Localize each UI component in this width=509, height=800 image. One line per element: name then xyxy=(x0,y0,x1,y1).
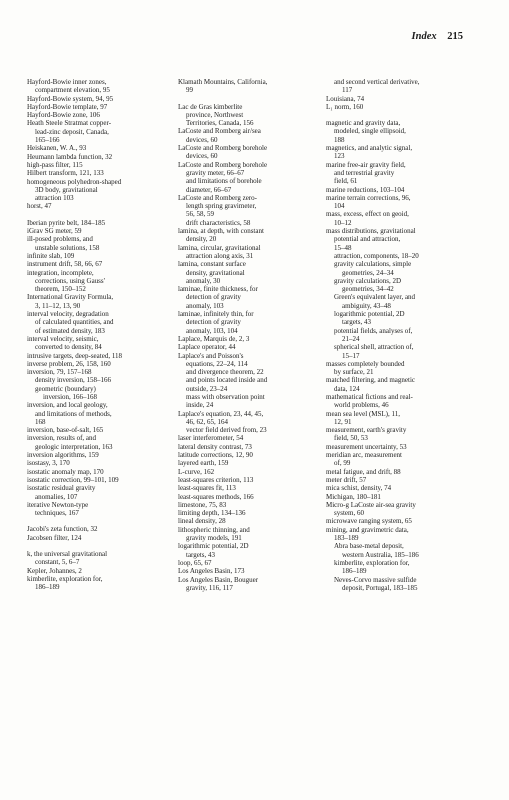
index-entry: Laplace, Marquis de, 2, 3 xyxy=(178,334,250,343)
index-subentry: detection of gravity xyxy=(186,318,241,327)
index-subentry: geometric (boundary) xyxy=(35,384,96,393)
index-subentry: density inversion, 158–166 xyxy=(35,376,112,385)
index-subentry: of estimated density, 183 xyxy=(35,326,105,335)
index-entry: isostatic anomaly map, 170 xyxy=(27,467,104,476)
index-subentry: 117 xyxy=(342,86,353,95)
index-entry: loop, 65, 67 xyxy=(178,558,212,567)
index-entry: Jacobsen filter, 124 xyxy=(27,533,82,542)
index-subentry: spherical shell, attraction of, xyxy=(334,343,414,352)
index-entry: meter drift, 57 xyxy=(326,475,367,484)
index-subentry: of calculated quantities, and xyxy=(35,318,114,327)
index-subentry: 168 xyxy=(35,417,46,426)
index-entry: iGrav SG meter, 59 xyxy=(27,227,82,236)
index-entry: interval velocity, degradation xyxy=(27,310,109,319)
index-entry: Hayford-Bowie inner zones, xyxy=(27,78,107,86)
index-subentry: converted to density, 84 xyxy=(35,343,102,352)
letter-group-gap xyxy=(178,95,318,103)
index-subentry: by surface, 21 xyxy=(334,368,374,377)
index-entry: Hilbert transform, 121, 133 xyxy=(27,169,104,178)
index-subentry: ambiguity, 43–48 xyxy=(342,301,391,310)
index-entry: least-squares criterion, 113 xyxy=(178,475,254,484)
index-entry: limiting depth, 134–136 xyxy=(178,509,246,518)
letter-group-gap xyxy=(27,211,167,219)
index-subentry: 10–12 xyxy=(334,218,352,227)
index-entry: inversion, base-of-salt, 165 xyxy=(27,426,104,435)
index-subentry: of, 99 xyxy=(334,459,351,468)
index-subentry: 188 xyxy=(334,135,345,144)
index-entry: lateral density contrast, 73 xyxy=(178,442,252,451)
index-subentry: compartment elevation, 95 xyxy=(35,86,110,95)
index-subentry: field, 61 xyxy=(334,177,358,186)
index-subentry: gravity models, 191 xyxy=(186,534,242,543)
index-entry: infinite slab, 109 xyxy=(27,251,75,260)
running-header xyxy=(412,31,463,42)
index-subentry: 3, 11–12, 13, 90 xyxy=(35,301,81,310)
index-entry: laminae, infinitely thin, for xyxy=(178,310,254,319)
index-entry: LaCoste and Romberg borehole xyxy=(178,144,268,153)
index-subentry: potential and attraction, xyxy=(334,235,401,244)
index-title: Index xyxy=(411,31,437,42)
index-entry: lamina, constant surface xyxy=(178,260,246,269)
index-entry: mica schist, density, 74 xyxy=(326,484,392,493)
index-subentry: mass with observation point xyxy=(186,392,265,401)
index-entry: Lac de Gras kimberlite xyxy=(178,102,243,111)
index-entry: horst, 47 xyxy=(27,202,52,211)
index-subentry: 104 xyxy=(334,202,345,211)
index-entry: interval velocity, seismic, xyxy=(27,334,99,343)
index-subentry: devices, 60 xyxy=(186,135,218,144)
index-entry: logarithmic potential, 2D xyxy=(178,542,249,551)
index-entry: Laplace's and Poisson's xyxy=(178,351,244,360)
index-entry: metal fatigue, and drift, 88 xyxy=(326,467,401,476)
index-subentry: geometries, 34–42 xyxy=(342,285,394,294)
index-subentry: inversion, 166–168 xyxy=(43,392,98,401)
index-entry: instrument drift, 58, 66, 67 xyxy=(27,260,103,269)
index-subentry: Green's equivalent layer, and xyxy=(334,293,416,302)
index-subentry: attraction along axis, 31 xyxy=(186,251,254,260)
index-subentry: field, 50, 53 xyxy=(334,434,368,443)
index-entry: L₁ norm, 160 xyxy=(326,102,364,111)
index-entry: lineal density, 28 xyxy=(178,517,226,526)
index-column-2 xyxy=(178,78,318,592)
index-entry: Louisiana, 74 xyxy=(326,94,365,103)
index-entry: latitude corrections, 12, 90 xyxy=(178,451,253,460)
index-subentry: density, 20 xyxy=(186,235,217,244)
index-entry: laminae, finite thickness, for xyxy=(178,285,258,294)
index-subentry: and terrestrial gravity xyxy=(334,168,395,177)
index-subentry: 99 xyxy=(186,86,193,95)
index-subentry: logarithmic potential, 2D xyxy=(334,310,405,319)
index-subentry: gravity calculations, simple xyxy=(334,260,412,269)
index-subentry: anomalies, 107 xyxy=(35,492,78,501)
index-entry: mean sea level (MSL), 11, xyxy=(326,409,400,418)
index-subentry: attraction, components, 18–20 xyxy=(334,251,419,260)
letter-group-gap xyxy=(27,542,167,550)
index-entry: k, the universal gravitational xyxy=(27,550,108,559)
index-entry: matched filtering, and magnetic xyxy=(326,376,416,385)
index-entry: Laplace's equation, 23, 44, 45, xyxy=(178,409,264,418)
index-entry: inversion, 79, 157–168 xyxy=(27,368,92,377)
index-entry: isostatic residual gravity xyxy=(27,484,96,493)
index-entry: Heiskanen, W. A., 93 xyxy=(27,144,87,153)
index-entry: limestone, 75, 83 xyxy=(178,500,227,509)
index-subentry: and limitations of borehole xyxy=(186,177,262,186)
index-entry: intrusive targets, deep-seated, 118 xyxy=(27,351,123,360)
index-entry: inversion, results of, and xyxy=(27,434,97,443)
index-subentry: diameter, 66–67 xyxy=(186,185,232,194)
index-entry: least-squares methods, 166 xyxy=(178,492,254,501)
index-subentry: corrections, using Gauss' xyxy=(35,276,105,285)
index-subentry: data, 124 xyxy=(334,384,360,393)
letter-group-gap xyxy=(326,111,466,119)
index-entry: marine free-air gravity field, xyxy=(326,160,406,169)
index-entry: inversion, and local geology, xyxy=(27,401,108,410)
index-subentry: vector field derived from, 23 xyxy=(186,426,267,435)
index-entry: masses completely bounded xyxy=(326,359,405,368)
index-subentry: western Australia, 185–186 xyxy=(342,550,419,559)
index-entry: layered earth, 159 xyxy=(178,459,229,468)
index-subentry: kimberlite, exploration for, xyxy=(334,558,410,567)
index-subentry: 15–17 xyxy=(342,351,360,360)
index-entry: Los Angeles Basin, Bouguer xyxy=(178,575,259,584)
index-subentry: potential fields, analyses of, xyxy=(334,326,413,335)
index-subentry: drift characteristics, 58 xyxy=(186,218,251,227)
index-entry: mining, and gravimetric data, xyxy=(326,525,409,534)
index-subentry: 21–24 xyxy=(342,334,360,343)
index-subentry: province, Northwest xyxy=(186,110,244,119)
index-entry: high-pass filter, 115 xyxy=(27,160,83,169)
index-subentry: attraction 103 xyxy=(35,194,74,203)
index-subentry: anomaly, 30 xyxy=(186,276,221,285)
index-subentry: 165–166 xyxy=(35,136,60,145)
index-entry: lithospheric thinning, and xyxy=(178,525,250,534)
index-subentry: 3D body, gravitational xyxy=(35,185,98,194)
index-subentry: constant, 5, 6–7 xyxy=(35,558,80,567)
index-entry: Hayford-Bowie system, 94, 95 xyxy=(27,94,114,103)
index-entry: magnetic and gravity data, xyxy=(326,119,401,128)
index-subentry: gravity, 116, 117 xyxy=(186,583,233,592)
index-subentry: gravity calculations, 2D xyxy=(334,276,402,285)
index-subentry: length spring gravimeter, xyxy=(186,202,257,211)
index-entry: Micro-g LaCoste air-sea gravity xyxy=(326,500,416,509)
index-subentry: 15–48 xyxy=(334,243,352,252)
index-entry: International Gravity Formula, xyxy=(27,293,114,302)
index-entry: meridian arc, measurement xyxy=(326,451,402,460)
index-subentry: 186–189 xyxy=(35,583,60,592)
index-subentry: gravity meter, 66–67 xyxy=(186,168,245,177)
index-subentry: Neves-Corvo massive sulfide xyxy=(334,575,417,584)
index-subentry: devices, 60 xyxy=(186,152,218,161)
index-entry: kimberlite, exploration for, xyxy=(27,574,103,583)
index-entry: homogeneous polyhedron-shaped xyxy=(27,177,122,186)
index-subentry: and points located inside and xyxy=(186,376,268,385)
index-entry: mass distributions, gravitational xyxy=(326,227,416,236)
index-entry: mathematical fictions and real- xyxy=(326,392,413,401)
index-entry: Laplace operator, 44 xyxy=(178,343,236,352)
index-subentry: detection of gravity xyxy=(186,293,241,302)
index-subentry: targets, 43 xyxy=(186,550,216,559)
index-subentry: 186–189 xyxy=(342,567,367,576)
index-subentry: Abra base-metal deposit, xyxy=(334,542,404,551)
index-entry: L-curve, 162 xyxy=(178,467,215,476)
index-entry: microwave ranging system, 65 xyxy=(326,517,412,526)
index-subentry: deposit, Portugal, 183–185 xyxy=(342,583,418,592)
index-subentry: geologic interpretation, 163 xyxy=(35,442,113,451)
index-column-3 xyxy=(326,78,466,592)
index-entry: lamina, at depth, with constant xyxy=(178,227,264,236)
index-entry: marine reductions, 103–104 xyxy=(326,185,405,194)
letter-group-gap xyxy=(27,517,167,525)
index-entry: Kepler, Johannes, 2 xyxy=(27,566,82,575)
index-subentry: density, gravitational xyxy=(186,268,245,277)
index-entry: Hayford-Bowie template, 97 xyxy=(27,102,108,111)
index-column-1 xyxy=(27,78,167,592)
index-subentry: geometries, 24–34 xyxy=(342,268,394,277)
index-entry: measurement, earth's gravity xyxy=(326,426,407,435)
index-entry: Michigan, 180–181 xyxy=(326,492,381,501)
index-entry: ill-posed problems, and xyxy=(27,235,93,244)
index-entry: Klamath Mountains, California, xyxy=(178,78,268,86)
index-entry: iterative Newton-type xyxy=(27,500,89,509)
index-entry: LaCoste and Romberg borehole xyxy=(178,160,268,169)
index-entry: laser interferometer, 54 xyxy=(178,434,244,443)
index-subentry: 183–189 xyxy=(334,534,359,543)
index-subentry: inside, 24 xyxy=(186,401,214,410)
index-entry: Los Angeles Basin, 173 xyxy=(178,567,245,576)
index-subentry: lead-zinc deposit, Canada, xyxy=(35,127,109,136)
index-entry: Heath Steele Stratmat copper- xyxy=(27,119,112,128)
index-subentry: theorem, 150–152 xyxy=(35,285,86,294)
index-subentry: 46, 62, 65, 164 xyxy=(186,417,228,426)
index-subentry: anomaly, 103 xyxy=(186,301,224,310)
index-entry: least-squares fit, 113 xyxy=(178,484,236,493)
index-entry: isostasy, 3, 170 xyxy=(27,459,70,468)
index-entry: Heumann lambda function, 32 xyxy=(27,152,113,161)
index-subentry: and limitations of methods, xyxy=(35,409,112,418)
index-entry: mass, excess, effect on geoid, xyxy=(326,210,409,219)
index-subentry: equations, 22–24, 114 xyxy=(186,359,248,368)
index-entry: marine terrain corrections, 96, xyxy=(326,193,411,202)
page-number: 215 xyxy=(447,31,463,42)
index-subentry: and divergence theorem, 22 xyxy=(186,368,264,377)
index-entry: measurement uncertainty, 53 xyxy=(326,442,407,451)
index-subentry: system, 60 xyxy=(334,509,364,518)
index-entry: LaCoste and Romberg air/sea xyxy=(178,127,261,136)
index-subentry: 56, 58, 59 xyxy=(186,210,214,219)
index-entry: lamina, circular, gravitational xyxy=(178,243,261,252)
index-entry: integration, incomplete, xyxy=(27,268,94,277)
index-subentry: Territories, Canada, 156 xyxy=(186,119,254,128)
index-entry: inversion algorithms, 159 xyxy=(27,451,99,460)
index-subentry: world problems, 46 xyxy=(334,401,389,410)
index-subentry: and second vertical derivative, xyxy=(334,78,420,86)
index-entry: Iberian pyrite belt, 184–185 xyxy=(27,218,106,227)
index-entry: Jacobi's zeta function, 32 xyxy=(27,525,98,534)
index-subentry: unstable solutions, 158 xyxy=(35,243,100,252)
index-subentry: targets, 43 xyxy=(342,318,372,327)
index-entry: Hayford-Bowie zone, 106 xyxy=(27,111,100,120)
index-entry: isostatic correction, 99–101, 109 xyxy=(27,475,119,484)
index-entry: magnetics, and analytic signal, xyxy=(326,144,413,153)
index-subentry: 12, 91 xyxy=(334,417,352,426)
index-entry: inverse problem, 26, 158, 160 xyxy=(27,359,111,368)
index-subentry: techniques, 167 xyxy=(35,509,79,518)
index-subentry: 123 xyxy=(334,152,345,161)
index-subentry: outside, 23–24 xyxy=(186,384,228,393)
index-subentry: modeled, single ellipsoid, xyxy=(334,127,406,136)
index-subentry: anomaly, 103, 104 xyxy=(186,326,238,335)
index-entry: LaCoste and Romberg zero- xyxy=(178,193,257,202)
